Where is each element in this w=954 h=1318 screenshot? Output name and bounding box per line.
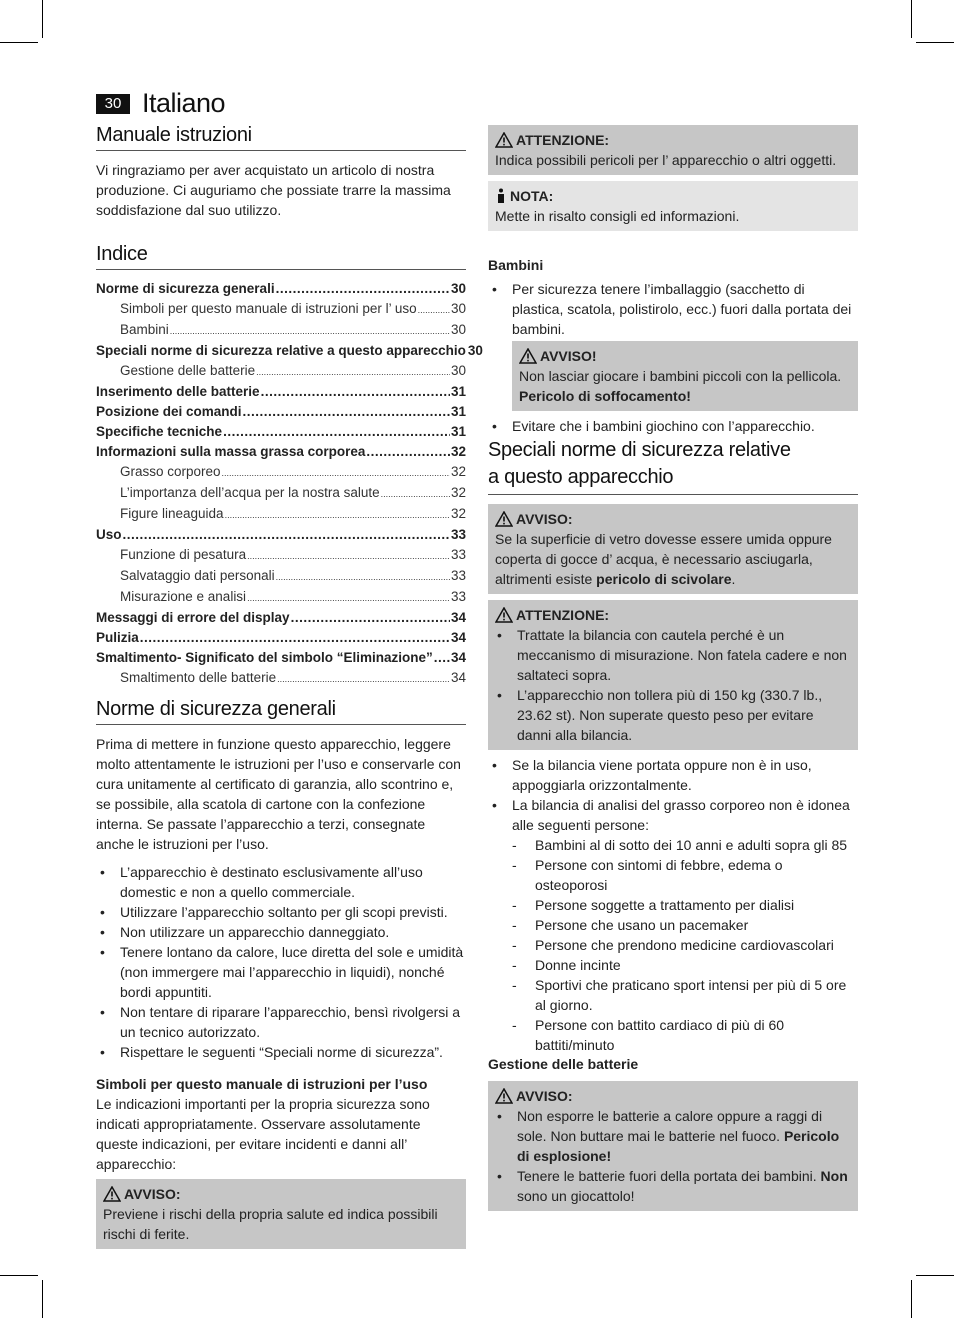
toc-entry [96, 382, 466, 402]
warning-icon [103, 1186, 121, 1202]
toc-label: Specifiche tecniche [96, 424, 223, 439]
speciali-title-line1: Speciali norme di sicurezza relative [488, 439, 791, 461]
toc-label: Speciali norme di sicurezza relative a questo apparecchio [96, 343, 466, 358]
speciali-attenzione-heading: ATTENZIONE: [516, 607, 610, 623]
toc-label: Salvataggio dati personali [120, 568, 275, 583]
bambini-bullets [488, 279, 858, 339]
toc-page: 30 [450, 301, 466, 316]
toc-page: 33 [450, 527, 466, 542]
list-item [495, 1106, 851, 1166]
toc-leader [247, 545, 450, 566]
toc-entry [96, 422, 466, 442]
speciali-title-line2: a questo apparecchio [488, 466, 674, 488]
toc-page: 33 [450, 547, 466, 562]
toc-entry [96, 587, 466, 608]
toc-entry [96, 628, 466, 648]
batterie-item2-end: sono un giocattolo! [517, 1188, 635, 1204]
toc-page: 31 [450, 404, 466, 419]
toc-leader [223, 422, 450, 442]
toc-label: Inserimento delle batterie [96, 384, 260, 399]
toc-page: 32 [450, 506, 466, 521]
list-item: - Bambini al di sotto dei 10 anni e adulti sopra gli 85 [488, 835, 858, 855]
list-item: • La bilancia di analisi del grasso corporeo non è idonea alle seguenti persone: [488, 795, 858, 835]
batterie-list [495, 1106, 851, 1206]
toc-page: 33 [450, 589, 466, 604]
toc-leader [247, 587, 450, 608]
toc-page: 30 [467, 343, 483, 358]
bambini-avviso-box [512, 341, 858, 411]
toc-page: 30 [450, 363, 466, 378]
norme-bullets [96, 862, 466, 1062]
batterie-item2-text: Tenere le batterie fuori della portata dei bambini. [517, 1168, 817, 1184]
toc-entry [96, 462, 466, 483]
crop-mark [916, 42, 954, 43]
speciali-avviso-box [488, 504, 858, 594]
toc-label: Uso [96, 527, 122, 542]
toc-label: Grasso corporeo [120, 464, 221, 479]
toc-leader [256, 361, 450, 382]
avviso-text: Previene i rischi della propria salute ed indica possibili rischi di ferite. [103, 1206, 438, 1242]
crop-mark [911, 0, 912, 38]
toc-leader [140, 628, 450, 648]
toc-entry [96, 442, 466, 462]
list-item: - Persone con sintomi di febbre, edema o osteoporosi [488, 855, 858, 895]
page-header [96, 88, 225, 119]
toc-entry [96, 608, 466, 628]
list-item: - Sportivi che praticano sport intensi per più di 5 ore al giorno. [488, 975, 858, 1015]
batterie-avviso-box [488, 1081, 858, 1211]
toc-leader [291, 608, 450, 628]
toc-page: 34 [450, 610, 466, 625]
toc-entry [96, 648, 466, 668]
manuale-title: Manuale istruzioni [96, 124, 466, 151]
toc-leader [276, 279, 450, 299]
warning-icon [495, 511, 513, 527]
bambini-avviso-warning: Pericolo di soffocamento! [519, 388, 691, 404]
list-item: - Persone con battito cardiaco di più di 60 battiti/minuto [488, 1015, 858, 1055]
toc-page: 34 [450, 670, 466, 685]
crop-mark [42, 0, 43, 38]
toc-leader [123, 525, 450, 545]
toc-label: Simboli per questo manuale di istruzioni per l’ uso [120, 301, 417, 316]
list-item: • Se la bilancia viene portata oppure non è in uso, appoggiarla orizzontalmente. [488, 755, 858, 795]
table-of-contents [96, 279, 483, 689]
nota-box [488, 181, 858, 231]
page-number: 30 [96, 94, 130, 114]
list-item: • Non utilizzare un apparecchio danneggiato. [96, 922, 466, 942]
toc-page: 30 [450, 281, 466, 296]
speciali-avviso-heading: AVVISO: [516, 511, 573, 527]
speciali-avviso-warning: pericolo di scivolare [596, 571, 732, 587]
toc-page: 33 [450, 568, 466, 583]
batterie-item1-text: Non esporre le batterie a calore oppure a raggi di sole. Non buttare mai le batterie nel fuoco. [517, 1108, 823, 1144]
toc-page: 34 [450, 650, 466, 665]
speciali-avviso-end: . [731, 571, 736, 587]
toc-entry [96, 668, 466, 689]
avviso-heading: AVVISO: [124, 1186, 181, 1202]
warning-icon [495, 607, 513, 623]
toc-leader [277, 668, 450, 689]
indice-title: Indice [96, 243, 466, 270]
list-item: • Utilizzare l’apparecchio soltanto per gli scopi previsti. [96, 902, 466, 922]
toc-label: Informazioni sulla massa grassa corporea [96, 444, 366, 459]
toc-label: Smaltimento- Significato del simbolo “Eliminazione” [96, 650, 433, 665]
batterie-avviso-heading: AVVISO: [516, 1088, 573, 1104]
toc-leader [366, 442, 450, 462]
toc-page: 31 [450, 384, 466, 399]
list-item: • Rispettare le seguenti “Speciali norme di sicurezza”. [96, 1042, 466, 1062]
list-item: - Persone soggette a trattamento per dialisi [488, 895, 858, 915]
toc-page: 32 [450, 444, 466, 459]
toc-leader [381, 483, 450, 504]
toc-entry [96, 361, 466, 382]
toc-label: Messaggi di errore del display [96, 610, 290, 625]
crop-mark [42, 1280, 43, 1318]
toc-entry [96, 341, 483, 361]
speciali-title [488, 437, 858, 495]
simboli-text: Le indicazioni importanti per la propria sicurezza sono indicati appropriatamente. Osservare assolutamente queste indicazioni, per evitare incidenti e danni all’ apparecchio: [96, 1096, 430, 1172]
speciali-attenzione-list [495, 625, 851, 745]
list-item: • Per sicurezza tenere l’imballaggio (sacchetto di plastica, scatola, polistirolo, ecc.) fuori dalla portata dei bambini. [488, 279, 858, 339]
toc-leader [222, 462, 450, 483]
warning-icon [495, 132, 513, 148]
toc-entry [96, 504, 466, 525]
toc-label: Norme di sicurezza generali [96, 281, 275, 296]
attenzione-heading: ATTENZIONE: [516, 132, 610, 148]
simboli-title: Simboli per questo manuale di istruzioni per l’uso [96, 1076, 428, 1092]
bambini-avviso-heading: AVVISO! [540, 348, 597, 364]
toc-entry [96, 279, 466, 299]
warning-icon [519, 348, 537, 364]
list-item: • L’apparecchio è destinato esclusivamente all’uso domestic e non a quello commerciale. [96, 862, 466, 902]
norme-title: Norme di sicurezza generali [96, 698, 466, 725]
batterie-item1-warning: Pericolo di esplosione! [517, 1128, 840, 1164]
toc-leader [418, 299, 450, 320]
toc-entry [96, 320, 466, 341]
batterie-item2-warning: Non [820, 1168, 848, 1184]
toc-entry [96, 402, 466, 422]
list-item: • Non tentare di riparare l’apparecchio, bensì rivolgersi a un tecnico autorizzato. [96, 1002, 466, 1042]
toc-entry [96, 483, 466, 504]
toc-leader [276, 566, 450, 587]
attenzione-text: Indica possibili pericoli per l’ apparecchio o altri oggetti. [495, 152, 837, 168]
list-item: • Evitare che i bambini giochino con l’apparecchio. [488, 416, 858, 436]
warning-icon [495, 1088, 513, 1104]
toc-label: Figure lineaguida [120, 506, 224, 521]
toc-label: L’importanza dell’acqua per la nostra salute [120, 485, 380, 500]
list-item: • Trattate la bilancia con cautela perché è un meccanismo di misurazione. Non fatela cadere e non saltateci sopra. [495, 625, 851, 685]
intro-text: Vi ringraziamo per aver acquistato un articolo di nostra produzione. Ci auguriamo che possiate trarre la massima soddisfazione dal suo utilizzo. [96, 162, 451, 218]
speciali-attenzione-box [488, 600, 858, 750]
toc-leader [434, 648, 450, 668]
crop-mark [0, 1275, 38, 1276]
toc-entry [96, 525, 466, 545]
avviso-box [96, 1179, 466, 1249]
toc-entry [96, 566, 466, 587]
attenzione-box [488, 125, 858, 175]
toc-entry [96, 299, 466, 320]
bambini-bullets-2 [488, 416, 858, 436]
list-item: - Donne incinte [488, 955, 858, 975]
language-title: Italiano [142, 88, 226, 118]
toc-page: 30 [450, 322, 466, 337]
norme-intro: Prima di mettere in funzione questo apparecchio, leggere molto attentamente le istruzioni per l’uso e conservarle con cura unitamente al certificato di garanzia, allo scontrino e, se possibile, alla scatola di cartone con la confezione interna. Se passate l’apparecchio a terzi, consegnate anche le istruzioni per l’uso. [96, 736, 461, 852]
list-item: - Persone che prendono medicine cardiovascolari [488, 935, 858, 955]
list-item: - Persone che usano un pacemaker [488, 915, 858, 935]
toc-page: 34 [450, 630, 466, 645]
toc-leader [170, 320, 450, 341]
batterie-title: Gestione delle batterie [488, 1056, 639, 1072]
toc-leader [225, 504, 450, 525]
toc-page: 32 [450, 464, 466, 479]
info-icon [495, 188, 507, 204]
list-item: • Tenere lontano da calore, luce diretta del sole e umidità (non immergere mai l’apparecchio in liquidi), nonché bordi appuntiti. [96, 942, 466, 1002]
nota-text: Mette in risalto consigli ed informazioni. [495, 208, 740, 224]
toc-page: 32 [450, 485, 466, 500]
bambini-title: Bambini [488, 257, 544, 273]
nota-heading: NOTA: [510, 188, 554, 204]
speciali-avviso-text: Se la superficie di vetro dovesse essere umida oppure coperta di gocce d’ acqua, è necessario asciugarla, altrimenti esiste [495, 531, 832, 587]
crop-mark [911, 1280, 912, 1318]
toc-page: 31 [450, 424, 466, 439]
toc-label: Misurazione e analisi [120, 589, 247, 604]
toc-label: Gestione delle batterie [120, 363, 256, 378]
toc-leader [261, 382, 450, 402]
toc-label: Bambini [120, 322, 169, 337]
toc-entry [96, 545, 466, 566]
toc-label: Posizione dei comandi [96, 404, 242, 419]
crop-mark [916, 1275, 954, 1276]
crop-mark [0, 42, 38, 43]
speciali-bullets [488, 755, 858, 835]
toc-leader [243, 402, 450, 422]
toc-label: Funzione di pesatura [120, 547, 247, 562]
bambini-avviso-text: Non lasciar giocare i bambini piccoli con la pellicola. [519, 368, 842, 384]
list-item [495, 1166, 851, 1206]
toc-label: Smaltimento delle batterie [120, 670, 277, 685]
toc-label: Pulizia [96, 630, 139, 645]
persone-list [488, 835, 858, 1055]
list-item: • L’apparecchio non tollera più di 150 kg (330.7 lb., 23.62 st). Non superate questo peso per evitare danni alla bilancia. [495, 685, 851, 745]
